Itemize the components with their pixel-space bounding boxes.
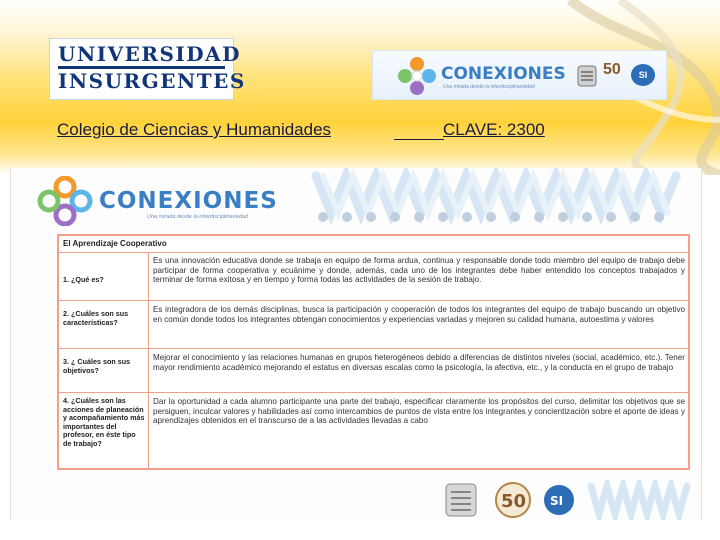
header-band [0, 0, 720, 175]
conexiones-slide-logo [37, 174, 277, 226]
si-badge: SI [631, 64, 655, 86]
table-row-answer: Dar la oportunidad a cada alumno participante una parte del trabajo, especificar claramente los propósitos del curso, delimitar los objetivos que se persiguen, inculcar valores y habilidades así como intercambios de puntos de vista entre los integrantes y concientización sobre el aporte de ideas y aprendizajes obtenidos en el transcurso de a las actividades llevadas a cabo [153, 397, 685, 426]
university-name-line2: INSURGENTES [58, 69, 246, 93]
svg-text:SI: SI [550, 494, 564, 508]
table-divider [59, 348, 688, 349]
table-title: El Aprendizaje Cooperativo [63, 239, 167, 248]
college-name: Colegio de Ciencias y Humanidades [57, 120, 332, 139]
slide-logo-subtitle: Una mirada desde la interdisciplinariedad [147, 214, 248, 220]
table-row-answer: Es una innovación educativa donde se trabaja en equipo de forma ardua, continua y responsable donde todo miembro del equipo de trabajo debe participar de forma cooperativa y ecuánime y donde, además, cada uno de los integrantes debe haber entendido los conceptos trabajados y terminar de forma exitosa y en tiempo y forma todas las actividades de la sesión de trabajo. [153, 256, 685, 285]
universidad-insurgentes-logo [49, 38, 246, 100]
slide-logo-title: CONEXIONES [99, 188, 278, 214]
banner-subtitle: Una mirada desde la interdisciplinariedad [443, 84, 535, 90]
title-underline [394, 139, 444, 140]
table-row-question: 3. ¿ Cuáles son sus objetivos? [63, 357, 131, 375]
table-row-question: 2. ¿Cuáles son sus características? [63, 309, 129, 327]
anniversary-50-footer-icon [496, 483, 530, 517]
table-divider [59, 252, 688, 253]
table-row-answer: Mejorar el conocimiento y las relaciones humanas en grupos heterogéneos debido a diferencias de distintos niveles (social, académico, etc.). Tener mayor rendimiento académico mejorando el estatus en diversas escalas como la psicología, la afectiva, etc., y la conducta en el grupo de trabajo [153, 353, 685, 372]
unam-seal-icon [576, 64, 598, 88]
conexiones-logo-icon [395, 54, 439, 98]
table-row-question: 1. ¿Qué es? [63, 275, 104, 284]
footer-logos [441, 480, 701, 520]
svg-text:50: 50 [501, 491, 527, 512]
clave-code: CLAVE: 2300 [443, 120, 545, 139]
table-row-question: 4. ¿Cuáles son las acciones de planeación y acompañamiento más importantes del profesor, en éste tipo de trabajo? [63, 396, 145, 448]
banner-title: CONEXIONES [441, 64, 566, 84]
table-column-divider [148, 253, 149, 470]
unam-footer-seal-icon [446, 484, 476, 516]
cooperative-learning-table [57, 234, 690, 470]
table-divider [59, 392, 688, 393]
conexiones-knot-icon [37, 176, 93, 226]
anniversary-50-badge: 50 [603, 61, 621, 78]
si-footer-icon [544, 485, 574, 515]
table-divider [59, 300, 688, 301]
table-row-answer: Es integradora de los demás disciplinas, busca la participación y cooperación de todos los integrantes del equipo de trabajo buscando un objetivo en común donde todos los integrantes obtengan conocimientos y experiencias variadas y mejoren su calidad humana, autoestima y valores [153, 305, 685, 324]
wave-pattern-decoration [311, 168, 686, 230]
conexiones-banner [372, 50, 667, 100]
university-name-line1: UNIVERSIDAD [58, 42, 241, 66]
